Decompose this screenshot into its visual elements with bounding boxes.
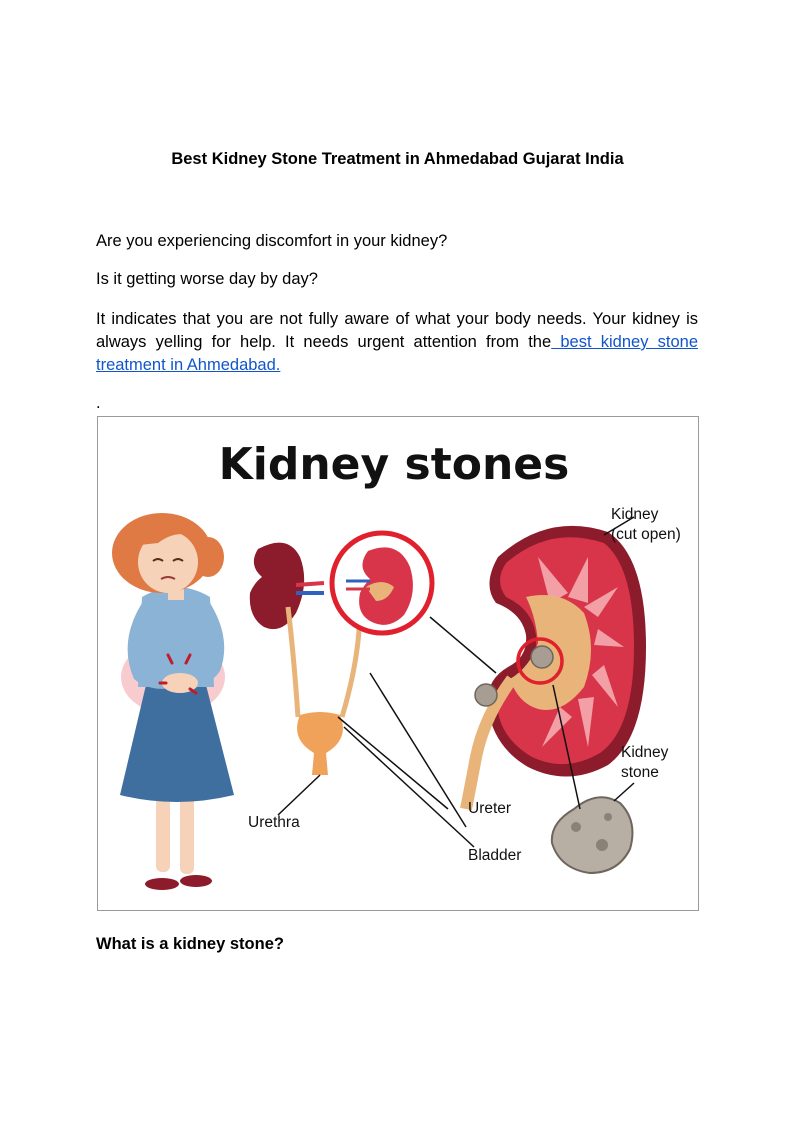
illustration-svg — [98, 417, 698, 910]
stone-in-pelvis — [531, 646, 553, 668]
left-ureter — [288, 607, 298, 717]
label-stone-1: Kidney — [621, 744, 669, 761]
label-kidney-1: Kidney — [611, 506, 659, 523]
stone-spot-2 — [596, 839, 608, 851]
stone-body — [552, 797, 633, 873]
label-ureter: Ureter — [468, 800, 512, 817]
separator-dot: . — [96, 394, 101, 412]
stone-spot-1 — [571, 822, 581, 832]
kidney-stones-illustration — [97, 416, 699, 911]
right-shoe — [180, 875, 212, 887]
intro-paragraph — [96, 308, 698, 377]
stone-spot-3 — [604, 813, 612, 821]
page-title: Best Kidney Stone Treatment in Ahmedabad Gujarat India — [171, 150, 624, 168]
section-heading-what-is-stone: What is a kidney stone? — [96, 935, 284, 953]
kidney-stone-closeup — [552, 797, 633, 873]
woman-figure — [112, 513, 234, 890]
cut-open-kidney — [466, 526, 646, 809]
artery — [296, 583, 324, 585]
left-shoe — [145, 878, 179, 890]
small-kidney — [250, 543, 304, 630]
urinary-system — [250, 533, 432, 775]
treatment-link[interactable]: best kidney stone treatment in Ahmedabad. — [96, 333, 699, 374]
label-kidney-2: (cut open) — [611, 526, 681, 543]
bladder-shape — [297, 712, 343, 775]
intro-paragraph-text: It indicates that you are not fully aware of what your body needs. Your kidney is always yelling for help. It needs urgent attention from the — [96, 310, 698, 351]
stone-in-ureter — [475, 684, 497, 706]
figure-title: Kidney stones — [218, 439, 570, 490]
label-urethra: Urethra — [248, 814, 300, 831]
intro-question-2: Is it getting worse day by day? — [96, 270, 318, 288]
label-stone-2: stone — [621, 764, 659, 781]
label-bladder: Bladder — [468, 847, 522, 864]
intro-question-1: Are you experiencing discomfort in your kidney? — [96, 232, 448, 250]
